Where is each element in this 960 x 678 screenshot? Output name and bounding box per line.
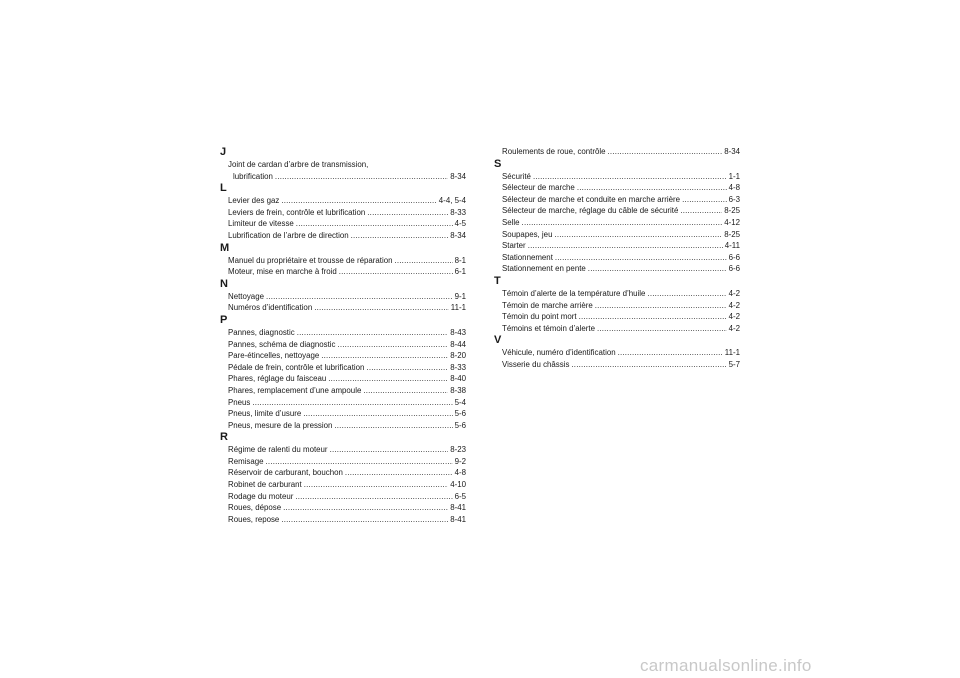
section-entries-m — [228, 255, 466, 278]
index-entry — [502, 311, 740, 323]
index-entry — [228, 207, 466, 219]
dot-leader — [579, 311, 727, 323]
dot-leader — [367, 207, 448, 219]
index-entry-page: 4-4, 5-4 — [438, 196, 466, 206]
dot-leader — [522, 217, 723, 229]
dot-leader — [330, 444, 449, 456]
index-entry-term: Pneus — [228, 397, 251, 407]
index-entry-term: Pannes, diagnostic — [228, 327, 295, 337]
dot-leader — [296, 218, 453, 230]
index-entry-page: 8-33 — [450, 362, 466, 372]
index-entry-term: Véhicule, numéro d’identification — [502, 348, 616, 358]
index-entry-page: 8-34 — [450, 230, 466, 240]
index-column-right — [494, 146, 740, 371]
dot-leader — [337, 339, 448, 351]
section-entries-l — [228, 195, 466, 241]
index-entry-term: Remisage — [228, 456, 264, 466]
index-entry-term: Témoin d’alerte de la température d’huile — [502, 288, 646, 298]
section-letter-m: M — [220, 241, 230, 254]
index-entry — [228, 444, 466, 456]
dot-leader — [555, 252, 727, 264]
section-letter-r: R — [220, 431, 228, 444]
index-entry-term: Manuel du propriétaire et trousse de réparation — [228, 255, 393, 265]
section-entries-p — [228, 327, 466, 431]
section-entries-t — [502, 288, 740, 334]
index-entry — [228, 266, 466, 278]
dot-leader — [366, 362, 448, 374]
index-entry-term: Visserie du châssis — [502, 359, 570, 369]
dot-leader — [595, 300, 727, 312]
index-entry — [228, 514, 466, 526]
dot-leader — [597, 323, 727, 335]
index-entry-term: Leviers de frein, contrôle et lubrification — [228, 207, 366, 217]
index-entry-page: 6-6 — [728, 264, 740, 274]
index-entry-term: Sécurité — [502, 171, 531, 181]
dot-leader — [314, 302, 449, 314]
index-entry-term: Réservoir de carburant, bouchon — [228, 468, 343, 478]
index-entry-term: Sélecteur de marche et conduite en marche arrière — [502, 194, 681, 204]
index-entry — [228, 218, 466, 230]
index-entry-page: 8-38 — [450, 385, 466, 395]
index-column-left — [220, 146, 466, 525]
index-entry-page: 4-2 — [728, 288, 740, 298]
index-entry-page: 4-8 — [728, 183, 740, 193]
index-entry-page: 1-1 — [728, 171, 740, 181]
index-entry-term: Sélecteur de marche, réglage du câble de sécurité — [502, 206, 679, 216]
index-entry-page: 11-1 — [450, 303, 466, 313]
index-entry-term: Joint de cardan d’arbre de transmission, — [228, 160, 369, 169]
index-entry-term: Rodage du moteur — [228, 491, 294, 501]
index-entry-page: 6-1 — [454, 267, 466, 277]
index-entry-page: 8-43 — [450, 327, 466, 337]
index-entry-page: 8-34 — [450, 171, 466, 181]
index-entry-term: Robinet de carburant — [228, 480, 302, 490]
dot-leader — [334, 420, 452, 432]
index-entry-page: 4-11 — [724, 241, 740, 251]
index-entry — [228, 456, 466, 468]
dot-leader — [351, 230, 449, 242]
dot-leader — [339, 266, 453, 278]
index-entry-term: Témoin de marche arrière — [502, 300, 593, 310]
index-entry-term: Roues, repose — [228, 514, 280, 524]
index-entry-term: Pannes, schéma de diagnostic — [228, 339, 336, 349]
dot-leader — [297, 327, 449, 339]
index-entry-term: Lubrification de l’arbre de direction — [228, 230, 349, 240]
index-entry — [228, 467, 466, 479]
index-entry — [502, 229, 740, 241]
index-entry-page: 8-23 — [450, 445, 466, 455]
index-entry-page: 6-6 — [728, 252, 740, 262]
dot-leader — [266, 456, 453, 468]
index-entry — [502, 263, 740, 275]
index-entry-page: 8-25 — [724, 206, 740, 216]
dot-leader — [303, 408, 452, 420]
index-entry — [228, 327, 466, 339]
index-entry-page: 11-1 — [724, 348, 740, 358]
index-entry-page: 8-25 — [724, 229, 740, 239]
dot-leader — [328, 373, 448, 385]
dot-leader — [266, 291, 453, 303]
dot-leader — [608, 146, 723, 158]
dot-leader — [283, 502, 448, 514]
index-entry — [502, 240, 740, 252]
index-entry — [228, 420, 466, 432]
section-letter-v: V — [494, 334, 502, 347]
index-entry-term: Phares, remplacement d’une ampoule — [228, 385, 362, 395]
dot-leader — [304, 479, 449, 491]
index-entry-term: Témoin du point mort — [502, 312, 577, 322]
index-entry-term: Limiteur de vitesse — [228, 219, 294, 229]
dot-leader — [281, 514, 448, 526]
index-entry — [228, 230, 466, 242]
index-entry-term: Régime de ralenti du moteur — [228, 445, 328, 455]
index-entry-term: Starter — [502, 241, 526, 251]
index-entry-term: Soupapes, jeu — [502, 229, 553, 239]
section-letter-s: S — [494, 157, 502, 170]
index-entry — [502, 300, 740, 312]
index-entry-page: 8-40 — [450, 374, 466, 384]
index-entry-page: 4-8 — [454, 468, 466, 478]
dot-leader — [275, 171, 448, 183]
dot-leader — [395, 255, 453, 267]
index-entry — [502, 323, 740, 335]
index-entry-term: Phares, réglage du faisceau — [228, 374, 327, 384]
index-entry — [228, 362, 466, 374]
section-letter-n: N — [220, 277, 228, 290]
index-entry — [502, 347, 740, 359]
section-entries-s — [502, 171, 740, 275]
index-entry-page: 8-34 — [724, 147, 740, 156]
index-entry-term: Nettoyage — [228, 291, 264, 301]
dot-leader — [363, 385, 448, 397]
index-entry — [228, 291, 466, 303]
index-entry-page: 4-2 — [728, 300, 740, 310]
index-entry — [228, 302, 466, 314]
index-entry-page: 5-6 — [454, 420, 466, 430]
index-entry-page: 5-6 — [454, 409, 466, 419]
dot-leader — [252, 397, 452, 409]
index-entry-page: 8-20 — [450, 351, 466, 361]
section-entries-r — [228, 444, 466, 525]
index-entry-page: 4-5 — [454, 219, 466, 229]
index-entry-page: 8-41 — [450, 514, 466, 524]
index-entry — [502, 194, 740, 206]
dot-leader — [345, 467, 453, 479]
index-entry-page: 6-3 — [728, 194, 740, 204]
index-entry — [502, 171, 740, 183]
index-entry-page: 5-4 — [454, 397, 466, 407]
index-entry — [502, 182, 740, 194]
index-entry — [228, 408, 466, 420]
index-entry-page: 9-1 — [454, 291, 466, 301]
index-entry-term: Pédale de frein, contrôle et lubrification — [228, 362, 365, 372]
index-entry — [228, 502, 466, 514]
dot-leader — [554, 229, 722, 241]
dot-leader — [618, 347, 723, 359]
index-entry — [228, 339, 466, 351]
index-entry — [228, 397, 466, 409]
index-entry-term: Roulements de roue, contrôle — [502, 147, 606, 156]
index-entry — [228, 491, 466, 503]
index-entry-term: lubrification — [233, 171, 273, 181]
index-entry-page: 8-44 — [450, 339, 466, 349]
index-entry-page: 8-1 — [454, 255, 466, 265]
index-entry — [228, 195, 466, 207]
index-entry-page: 4-2 — [728, 323, 740, 333]
section-letter-l: L — [220, 182, 227, 195]
index-entry-term: Stationnement en pente — [502, 264, 586, 274]
dot-leader — [528, 240, 723, 252]
index-entry-page: 4-10 — [450, 480, 466, 490]
index-entry-term: Pneus, limite d’usure — [228, 409, 302, 419]
dot-leader — [321, 350, 448, 362]
index-entry-page: 6-5 — [454, 491, 466, 501]
dot-leader — [281, 195, 436, 207]
index-entry-term: Roues, dépose — [228, 503, 282, 513]
index-entry — [228, 171, 466, 183]
index-entry-page: 8-33 — [450, 207, 466, 217]
dot-leader — [533, 171, 727, 183]
index-entry-term: Levier des gaz — [228, 196, 280, 206]
index-entry-term: Moteur, mise en marche à froid — [228, 267, 337, 277]
dot-leader — [682, 194, 727, 206]
section-entries-r-continued — [502, 146, 740, 158]
section-entries-v — [502, 347, 740, 370]
dot-leader — [577, 182, 727, 194]
index-entry-page: 8-41 — [450, 503, 466, 513]
dot-leader — [295, 491, 452, 503]
section-letter-t: T — [494, 274, 501, 287]
index-entry — [228, 350, 466, 362]
index-entry-page: 5-7 — [728, 359, 740, 369]
index-entry — [502, 146, 740, 158]
index-entry-term: Sélecteur de marche — [502, 183, 575, 193]
index-entry — [228, 373, 466, 385]
index-entry-term: Selle — [502, 217, 520, 227]
index-entry-term: Stationnement — [502, 252, 553, 262]
index-entry — [502, 359, 740, 371]
index-entry — [228, 385, 466, 397]
index-entry — [502, 288, 740, 300]
index-entry-term: Numéros d’identification — [228, 303, 313, 313]
dot-leader — [571, 359, 726, 371]
index-entry-term: Pare-étincelles, nettoyage — [228, 351, 320, 361]
index-entry — [502, 205, 740, 217]
dot-leader — [588, 263, 727, 275]
index-entry — [502, 252, 740, 264]
index-entry-page: 9-2 — [454, 456, 466, 466]
index-entry — [502, 217, 740, 229]
dot-leader — [680, 205, 722, 217]
index-entry-term: Témoins et témoin d’alerte — [502, 323, 595, 333]
index-entry-term: Pneus, mesure de la pression — [228, 420, 333, 430]
dot-leader — [647, 288, 726, 300]
index-entry — [228, 479, 466, 491]
index-entry — [228, 255, 466, 267]
section-letter-j: J — [220, 146, 227, 158]
watermark-text: carmanualsonline.info — [640, 656, 812, 675]
section-letter-p: P — [220, 313, 228, 326]
section-entries-n — [228, 291, 466, 314]
index-entry-page: 4-2 — [728, 312, 740, 322]
index-entry-page: 4-12 — [724, 217, 740, 227]
